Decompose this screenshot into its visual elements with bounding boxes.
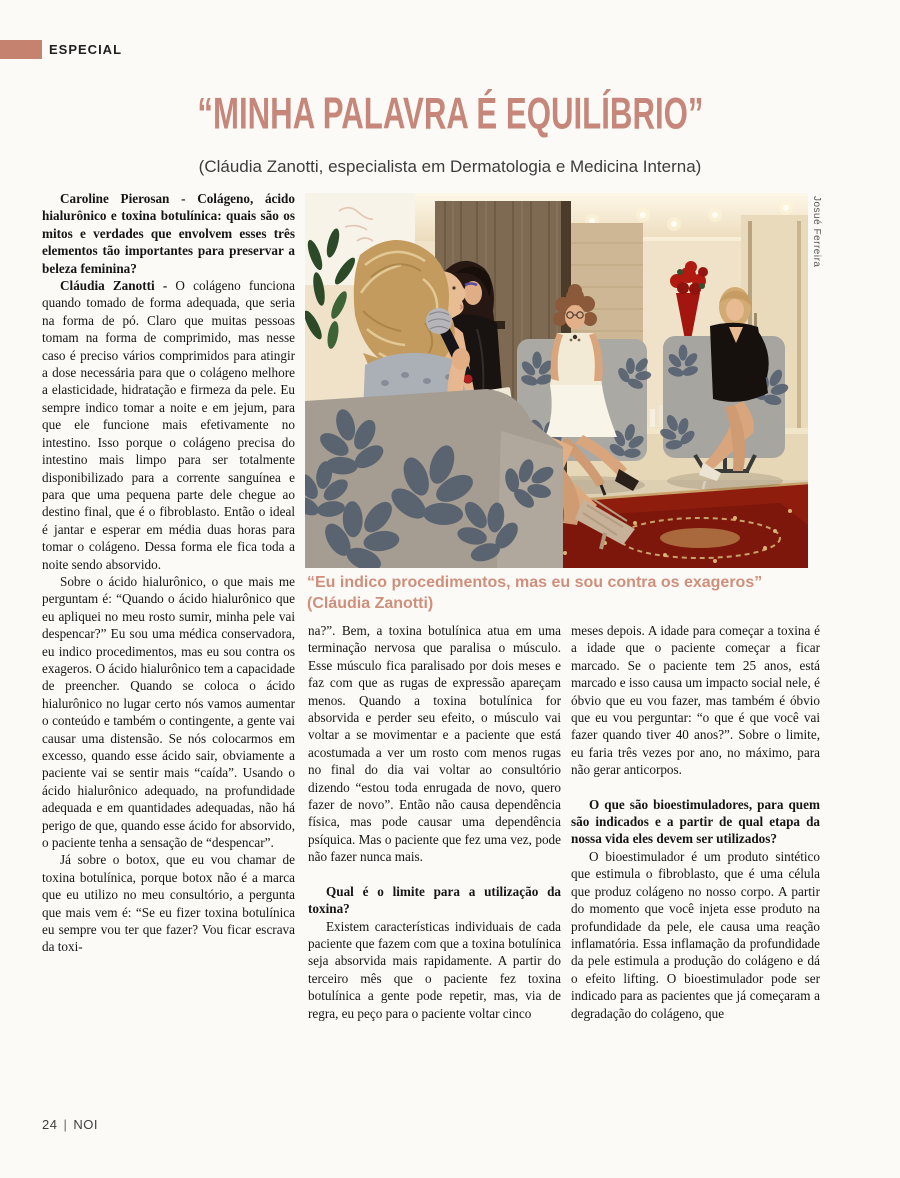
article-column-middle — [308, 622, 561, 1092]
photo-caption-attribution: (Cláudia Zanotti) — [307, 595, 434, 612]
article-paragraph: Existem características individuais de cada paciente que fazem com que a toxina botulínica seja absorvida mais rapidamente. A partir do terceiro mês que o paciente fez toxina botulínica a gente pode repetir, mas, via de regra, eu peço para o paciente voltar cinco — [308, 918, 561, 1021]
article-paragraph: meses depois. A idade para começar a toxina é a idade que o paciente começar a ficar marcado. Se o paciente tem 25 anos, está marcado e isso causa um impacto social nele, é óbvio que eu vou fazer, mas também é óbvio que eu vou perguntar: “o que é que você vai fazer quando tiver 40 anos?”. Sobre o limite, eu faria três vezes por ano, no máximo, para não gerar anticorpos. — [571, 623, 820, 778]
article-paragraph: Caroline Pierosan - Colágeno, ácido hialurônico e toxina botulínica: quais são os mitos e verdades que envolvem esses três elementos tão importantes para preservar a beleza feminina? — [42, 191, 295, 276]
armchair-foreground — [305, 389, 565, 568]
article-column-left — [42, 190, 295, 1095]
article-paragraph: Sobre o ácido hialurônico, o que mais me perguntam é: “Quando o ácido hialurônico que eu apliquei no meu rosto sumir, minha pele vai despencar?” Eu sou uma médica conservadora, eu indico procedimentos, mas eu sou contra os exageros. O ácido hialurônico tem a capacidade de preencher. Quando se coloca o ácido hialurônico no lugar certo nós vamos aumentar o conteúdo e também o contingente, a gente vai causar uma distensão. Se nós colocarmos em excesso, quando esse ácido sair, obviamente a paciente vai se sentir mais “caída”. Usando o ácido hialurônico adequado, na profundidade adequada e em quantidades adequadas, não há perigo de que, quando esse ácido for absorvido, o paciente tenha a sensação de “despencar”. — [42, 573, 295, 851]
article-column-right — [571, 622, 820, 1092]
magazine-name: NOI — [73, 1117, 98, 1132]
page-footer — [42, 1117, 98, 1132]
section-label: ESPECIAL — [49, 42, 123, 57]
photo-caption — [307, 572, 822, 614]
footer-separator: | — [63, 1117, 68, 1132]
article-title — [0, 89, 900, 139]
article-paragraph: Qual é o limite para a utilização da toxina? — [308, 883, 561, 917]
section-tag-bar — [0, 40, 42, 59]
article-paragraph: na?”. Bem, a toxina botulínica atua em uma terminação nervosa que paralisa o músculo. Esse músculo fica paralisado por dois meses e faz com que as rugas de expressão apareçam menos. Quando a toxina botulínica for absorvida e perder seu efeito, o músculo vai voltar a se movimentar e a paciente que está acostumada a ver um rosto com menos rugas no final do dia vai voltar ao consultório dizendo “estou toda enrugada de novo, quero fazer de novo”. Então não causa dependência física, mas pode causar uma dependência psíquica. Mas o paciente que fez uma vez, pode não fazer nunca mais. — [308, 623, 561, 865]
page-number: 24 — [42, 1117, 58, 1132]
article-paragraph: O bioestimulador é um produto sintético que estimula o fibroblasto, que é uma célula que produz colágeno no nosso corpo. A partir do momento que você injeta esse produto na profundidade da pele, ele causa uma reação inflamatória. Essa inflamação da profundidade da pele estimula a produção do colágeno e dá o efeito lifting. O bioestimulador pode ser indicado para as pacientes que já começaram a degradação do colágeno, que — [571, 848, 820, 1021]
article-paragraph: O que são bioestimuladores, para quem são indicados e a partir de qual etapa da nossa vida eles devem ser utilizados? — [571, 796, 820, 847]
article-subtitle: (Cláudia Zanotti, especialista em Dermatologia e Medicina Interna) — [198, 157, 702, 176]
panel-photo-illustration — [305, 193, 808, 568]
article-paragraph: Cláudia Zanotti - O colágeno funciona quando tomado de forma adequada, que seria na forma de pó. Claro que muitas pessoas tomam na forma de comprimido, mas nesse caso é preciso vários comprimidos para atingir a dose necessária para que o colágeno melhore a elasticidade, hidratação e firmeza da pele. Eu sempre indico tomar a noite e em jejum, para que ele funcione mais efetivamente no intestino. Isso porque o colágeno precisa do intestino mais limpo para ser totalmente disponibilizado para a corrente sanguínea e para que uma pequena parte dele chegue ao destino final, que é o fibroblasto. Então o ideal é jantar e esperar em média duas horas para tomar o colágeno. Dessa forma ele fica toda a noite sendo absorvido. — [42, 278, 295, 572]
panel-photo — [305, 193, 808, 568]
article-title-text: “MINHA PALAVRA É EQUILÍBRIO” — [196, 89, 704, 139]
article-paragraph: Já sobre o botox, que eu vou chamar de toxina botulínica, porque botox não é a marca que eu utilizo no meu consultório, a pergunta que mais vem é: “Se eu fizer toxina botulínica eu sempre vou ter que fazer? Vou ficar escrava da toxi- — [42, 852, 295, 955]
photo-credit: Josué Ferreira — [811, 196, 822, 268]
photo-caption-quote: “Eu indico procedimentos, mas eu sou contra os exageros” — [307, 574, 763, 591]
